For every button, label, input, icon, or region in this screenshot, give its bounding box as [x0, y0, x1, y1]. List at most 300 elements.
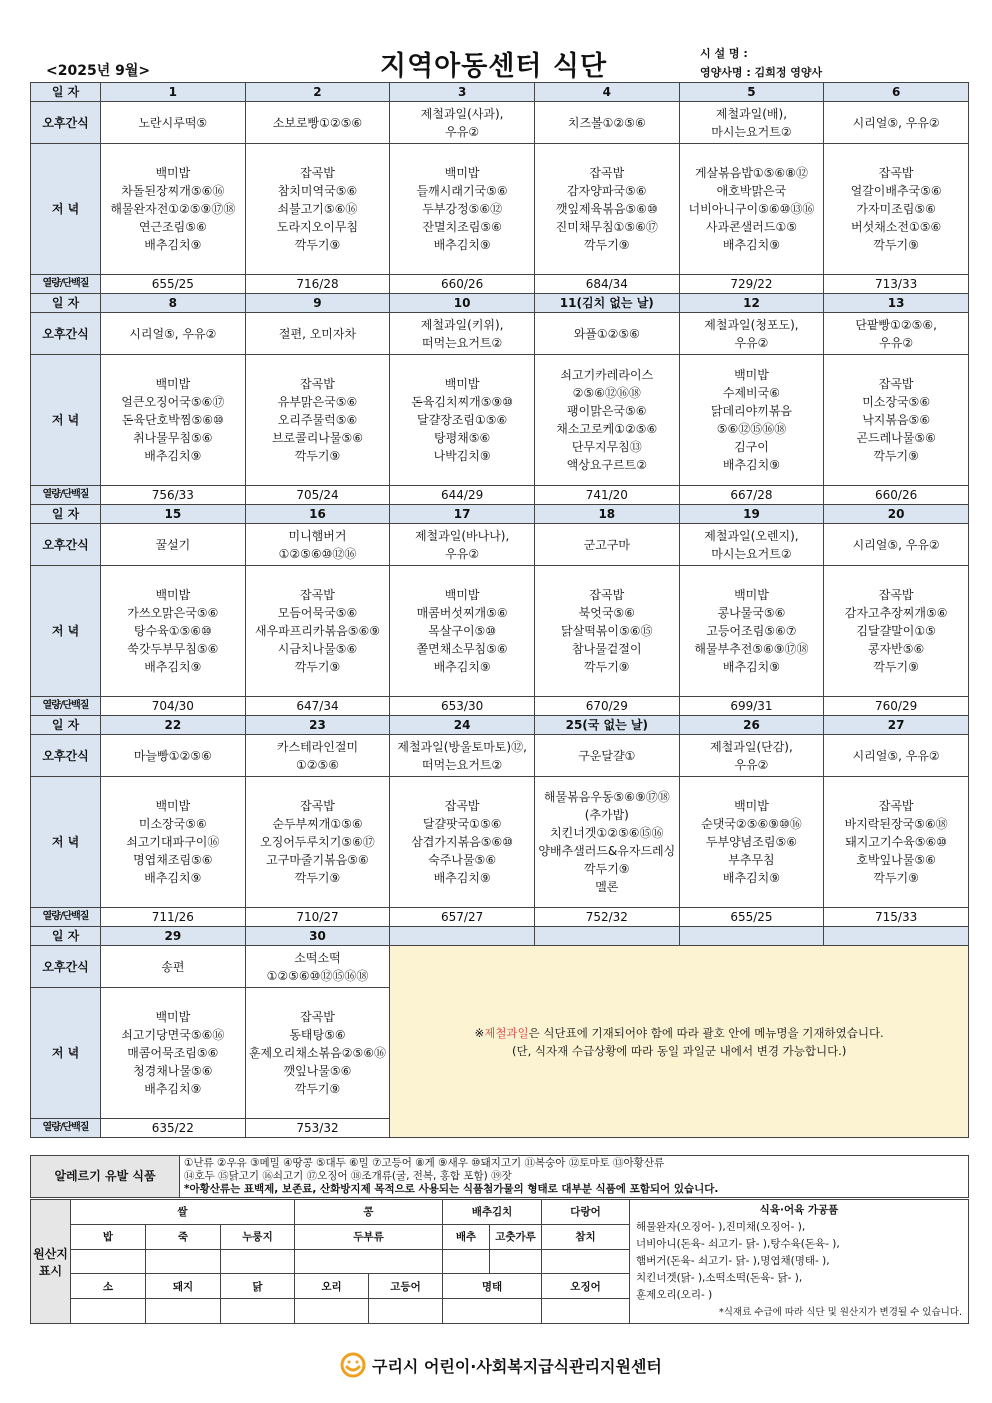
processed-foods: [630, 1200, 969, 1324]
dinner-cell-line: 훈제오리채소볶음②⑤⑥⑯: [248, 1046, 386, 1060]
dinner-cell-line: 달걀장조림①⑤⑥: [417, 413, 508, 427]
dinner-cell-line: 미소장국⑤⑥: [138, 817, 207, 831]
dinner-cell-line: 순두부찌개①⑤⑥: [272, 817, 363, 831]
dinner-cell-line: 매콤어묵조림⑤⑥: [127, 1046, 219, 1060]
row-label: 저 녁: [31, 988, 101, 1119]
calorie-cell: 729/22: [679, 275, 824, 294]
dinner-cell-line: 돼지고기수육⑤⑥⑩: [845, 835, 948, 849]
origin-item: 소: [71, 1274, 146, 1299]
allergy-note: *아황산류는 표백제, 보존료, 산화방지제 목적으로 사용되는 식품첨가물의 형태로 대부분 식품에 포함되어 있습니다.: [184, 1183, 719, 1195]
origin-item: 오리: [295, 1274, 369, 1299]
notice-highlight: 제철과일: [484, 1025, 529, 1040]
footer: [340, 1352, 662, 1378]
dinner-cell: [679, 777, 824, 908]
date-cell: [679, 927, 824, 946]
dinner-cell-line: 유부맑은국⑤⑥: [277, 395, 358, 409]
snack-cell-line: 송편: [161, 959, 185, 974]
snack-row: [31, 524, 969, 566]
snack-cell: [245, 102, 390, 144]
date-row: [31, 294, 969, 313]
facility-name: 시 설 명 :: [700, 47, 748, 60]
calorie-cell: 699/31: [679, 697, 824, 716]
dinner-cell-line: 잡곡밥: [589, 588, 625, 602]
snack-cell-line: 제철과일(키위),: [420, 317, 504, 332]
dinner-cell-line: 잡곡밥: [300, 588, 335, 602]
dinner-cell-line: 깍두기⑨: [584, 862, 630, 876]
processed-note: *식재료 수급에 따라 식단 및 원산지가 변경될 수 있습니다.: [719, 1307, 962, 1318]
dinner-cell-line: 콩나물국⑤⑥: [717, 606, 786, 620]
dinner-cell-line: 닭데리야끼볶음: [710, 404, 793, 418]
snack-cell-line: 마시는요거트②: [711, 124, 792, 139]
dinner-cell-line: 배추김치⑨: [722, 458, 781, 472]
snack-cell: [824, 313, 969, 355]
dinner-cell-line: 배추김치⑨: [722, 871, 781, 885]
snack-cell-line: 제철과일(바나나),: [414, 528, 510, 543]
dinner-cell-line: 수제비국⑥: [722, 386, 781, 400]
dinner-cell-line: 바지락된장국⑤⑥⑱: [844, 817, 948, 831]
dinner-cell-line: 백미밥: [155, 166, 191, 180]
date-cell: 2: [245, 83, 390, 102]
dinner-cell-line: 깻잎나물⑤⑥: [283, 1064, 352, 1078]
row-label: 일 자: [31, 505, 101, 524]
calorie-cell: 657/27: [390, 908, 535, 927]
date-cell: 19: [679, 505, 824, 524]
dinner-cell-line: 잡곡밥: [878, 166, 914, 180]
date-cell: 16: [245, 505, 390, 524]
snack-cell-line: 치즈볼①②⑤⑥: [567, 115, 646, 130]
date-cell: 5: [679, 83, 824, 102]
dinner-cell-line: 깍두기⑨: [294, 660, 341, 674]
dinner-row: [31, 566, 969, 697]
dinner-cell-line: 액상요구르트②: [566, 458, 647, 472]
row-label: 열량/단백질: [31, 275, 101, 294]
dinner-cell-line: 고등어조림⑤⑥⑦: [706, 624, 797, 638]
snack-cell-line: 노란시루떡⑤: [138, 115, 208, 130]
dinner-cell-line: 배추김치⑨: [144, 1082, 202, 1096]
dinner-cell-line: 쇠고기당면국⑤⑥⑯: [121, 1028, 225, 1042]
snack-cell-line: 꿀설기: [155, 537, 191, 552]
dinner-cell-line: 깍두기⑨: [294, 449, 341, 463]
row-label: 오후간식: [31, 735, 101, 777]
date-cell: 12: [679, 294, 824, 313]
date-cell: 26: [679, 716, 824, 735]
dinner-cell-line: 북엇국⑤⑥: [578, 606, 635, 620]
dinner-cell-line: 삼겹가지볶음⑤⑥⑩: [411, 835, 514, 849]
dinner-cell-line: 오리주물럭⑤⑥: [277, 413, 358, 427]
snack-cell-line: 카스테라인절미: [276, 739, 359, 754]
dinner-cell-line: 고구마줄기볶음⑤⑥: [266, 853, 369, 867]
snack-cell: [534, 102, 679, 144]
dinner-cell: [824, 566, 969, 697]
dinner-cell: [390, 566, 535, 697]
dinner-cell: [679, 355, 824, 486]
dinner-cell-line: 순댓국②⑤⑥⑨⑩⑯: [701, 817, 802, 831]
snack-cell: [534, 735, 679, 777]
calorie-cell: 660/26: [390, 275, 535, 294]
dinner-cell-line: 명엽채조림⑤⑥: [133, 853, 213, 867]
dinner-cell-line: 얼갈이배추국⑤⑥: [850, 184, 942, 198]
calorie-cell: 635/22: [101, 1119, 246, 1138]
origin-item: 오징어: [542, 1274, 630, 1299]
dinner-cell-line: 브로콜리나물⑤⑥: [271, 431, 364, 445]
snack-cell-line: 우유②: [445, 546, 480, 561]
dinner-cell-line: 잡곡밥: [878, 799, 914, 813]
row-label: 저 녁: [31, 144, 101, 275]
row-label: 오후간식: [31, 946, 101, 988]
dinner-cell-line: 애호박맑은국: [716, 184, 787, 198]
origin-value: [443, 1299, 542, 1324]
snack-cell-line: 소떡소떡: [294, 950, 341, 965]
processed-line: 햄버거(돈육- 쇠고기- 닭- ),명엽채(명태- ),: [636, 1255, 830, 1267]
dinner-cell-line: ②⑤⑥⑫⑯⑱: [572, 386, 641, 400]
snack-cell-line: 마늘빵①②⑤⑥: [133, 748, 212, 763]
snack-cell: [679, 313, 824, 355]
header-info: [700, 44, 822, 82]
snack-cell: [390, 524, 535, 566]
dinner-cell-line: 호박잎나물⑤⑥: [856, 853, 936, 867]
dinner-cell: [101, 355, 246, 486]
date-cell: 6: [824, 83, 969, 102]
origin-value: [146, 1249, 221, 1274]
dinner-cell: [245, 355, 390, 486]
processed-line: 훈제오리(오리- ): [636, 1289, 713, 1301]
dinner-cell-line: 백미밥: [155, 799, 191, 813]
snack-cell: [390, 313, 535, 355]
snack-row: [31, 946, 969, 988]
date-cell: [534, 927, 679, 946]
snack-cell: [245, 735, 390, 777]
dinner-cell-line: 백미밥: [444, 377, 480, 391]
origin-value: [221, 1249, 295, 1274]
date-cell: 11(김치 없는 날): [534, 294, 679, 313]
smile-logo-icon: [340, 1352, 366, 1378]
dinner-cell: [101, 777, 246, 908]
snack-cell-line: 우유②: [734, 335, 769, 350]
snack-row: [31, 102, 969, 144]
origin-item: 고춧가루: [490, 1224, 542, 1249]
processed-title: 식육·어육 가공품: [759, 1204, 839, 1216]
dinner-cell-line: 김달걀말이①⑤: [856, 624, 936, 638]
calorie-cell: 653/30: [390, 697, 535, 716]
row-label: 열량/단백질: [31, 486, 101, 505]
dinner-cell-line: 백미밥: [155, 377, 191, 391]
snack-cell-line: 우유②: [445, 124, 480, 139]
origin-item: 밥: [71, 1224, 146, 1249]
date-row: [31, 927, 969, 946]
dinner-cell-line: 배추김치⑨: [433, 660, 491, 674]
calorie-cell: 713/33: [824, 275, 969, 294]
origin-group-tuna: 다랑어: [542, 1200, 630, 1225]
allergy-table: [30, 1155, 969, 1198]
origin-table: [30, 1199, 969, 1324]
calorie-cell: 704/30: [101, 697, 246, 716]
calorie-cell: 647/34: [245, 697, 390, 716]
snack-cell-line: 제철과일(배),: [715, 106, 788, 121]
dinner-cell-line: 청경채나물⑤⑥: [133, 1064, 213, 1078]
dinner-cell-line: 배추김치⑨: [433, 238, 491, 252]
origin-value: [146, 1299, 221, 1324]
snack-cell-line: 시리얼⑤, 우유②: [129, 326, 217, 341]
origin-item: 죽: [146, 1224, 221, 1249]
snack-cell-line: 미니햄버거: [288, 528, 347, 543]
dinner-cell-line: 부추무침: [728, 853, 775, 867]
snack-cell-line: ①②⑤⑥⑩⑫⑮⑯⑱: [266, 968, 369, 983]
calorie-cell: 715/33: [824, 908, 969, 927]
dinner-cell-line: 감자양파국⑤⑥: [567, 184, 647, 198]
dinner-cell-line: 오징어두루치기⑤⑥⑰: [260, 835, 375, 849]
dinner-cell-line: 김구이: [734, 440, 769, 454]
origin-item: 배추: [443, 1224, 490, 1249]
date-cell: 4: [534, 83, 679, 102]
dinner-cell-line: 너비아니구이⑤⑥⑩⑬⑯: [688, 202, 815, 216]
calorie-cell: 684/34: [534, 275, 679, 294]
date-cell: 15: [101, 505, 246, 524]
dinner-cell-line: 잡곡밥: [878, 377, 914, 391]
dinner-cell: [534, 355, 679, 486]
snack-cell: [824, 735, 969, 777]
dinner-cell-line: 모듬어묵국⑤⑥: [277, 606, 358, 620]
snack-cell: [679, 102, 824, 144]
dinner-cell-line: 닭살떡볶이⑤⑥⑮: [561, 624, 653, 638]
dinner-cell-line: 백미밥: [734, 368, 769, 382]
calorie-cell: 655/25: [679, 908, 824, 927]
origin-value: [542, 1249, 630, 1274]
dinner-cell-line: 깍두기⑨: [584, 238, 630, 252]
dinner-cell: [245, 777, 390, 908]
calorie-cell: 705/24: [245, 486, 390, 505]
dinner-cell-line: 깻잎제육볶음⑤⑥⑩: [555, 202, 658, 216]
dinner-cell-line: 치킨너겟①②⑤⑥⑮⑯: [550, 826, 664, 840]
snack-cell: [824, 102, 969, 144]
dinner-cell-line: 진미채무침①⑤⑥⑰: [555, 220, 658, 234]
nutritionist-name: 영양사명 : 김희정 영양사: [700, 66, 823, 79]
calorie-cell: 655/25: [101, 275, 246, 294]
dinner-cell-line: 잡곡밥: [300, 377, 335, 391]
snack-cell-line: 구운달걀①: [578, 748, 636, 763]
dinner-cell: [245, 144, 390, 275]
dinner-row: [31, 144, 969, 275]
dinner-cell-line: 깍두기⑨: [294, 1082, 341, 1096]
snack-cell: [679, 524, 824, 566]
dinner-cell-line: 배추김치⑨: [722, 238, 781, 252]
row-label: 일 자: [31, 927, 101, 946]
dinner-cell-line: 배추김치⑨: [144, 871, 202, 885]
snack-cell-line: 마시는요거트②: [711, 546, 792, 561]
dinner-cell-line: 콩자반⑤⑥: [867, 642, 925, 656]
snack-cell: [101, 946, 246, 988]
calorie-row: [31, 697, 969, 716]
dinner-cell-line: 잡곡밥: [300, 799, 335, 813]
origin-group-rice: 쌀: [71, 1200, 295, 1225]
dinner-cell-line: 배추김치⑨: [722, 660, 781, 674]
snack-cell: [101, 735, 246, 777]
notice-prefix: ※: [474, 1025, 485, 1040]
origin-value: [490, 1249, 542, 1274]
snack-cell-line: 떠먹는요거트②: [421, 757, 503, 772]
dinner-cell-line: (추가밥): [584, 808, 629, 822]
snack-cell: [245, 946, 390, 988]
date-cell: 3: [390, 83, 535, 102]
snack-cell-line: 우유②: [734, 757, 769, 772]
dinner-cell-line: 탕수육①⑤⑥⑩: [133, 624, 212, 638]
allergy-list-2: ⑭호두 ⑮닭고기 ⑯쇠고기 ⑰오징어 ⑱조개류(굴, 전복, 홍합 포함) ⑲잣: [184, 1170, 512, 1182]
page-title: 지역아동센터 식단: [380, 51, 608, 82]
dinner-cell-line: 깍두기⑨: [584, 660, 630, 674]
dinner-cell-line: 쇠고기대파구이⑯: [126, 835, 220, 849]
row-label: 일 자: [31, 716, 101, 735]
month-label: <2025년 9월>: [46, 63, 151, 79]
dinner-cell-line: 곤드레나물⑤⑥: [856, 431, 936, 445]
snack-cell: [534, 524, 679, 566]
origin-value: [295, 1299, 369, 1324]
dinner-cell-line: 매콤버섯찌개⑤⑥: [416, 606, 508, 620]
snack-cell-line: 소보로빵①②⑤⑥: [272, 115, 363, 130]
dinner-cell-line: 깍두기⑨: [873, 660, 919, 674]
dinner-cell-line: 잡곡밥: [444, 799, 480, 813]
allergy-list-1: ①난류 ②우유 ③메밀 ④땅콩 ⑤대두 ⑥밀 ⑦고등어 ⑧게 ⑨새우 ⑩돼지고기 ⑪복숭아 ⑫토마토 ⑬아황산류: [184, 1157, 665, 1169]
snack-cell-line: 제철과일(청포도),: [704, 317, 799, 332]
dinner-cell-line: 감자고추장찌개⑤⑥: [844, 606, 948, 620]
dinner-row: [31, 355, 969, 486]
dinner-cell-line: 연근조림⑤⑥: [138, 220, 207, 234]
snack-cell-line: 군고구마: [583, 537, 630, 552]
dinner-cell-line: 새우파프리카볶음⑤⑥⑨: [254, 624, 380, 638]
origin-value: [443, 1249, 490, 1274]
origin-item: 고등어: [369, 1274, 443, 1299]
date-row: [31, 716, 969, 735]
calorie-cell: 760/29: [824, 697, 969, 716]
allergy-list: [180, 1156, 969, 1198]
dinner-cell-line: 해물부추전⑤⑥⑨⑰⑱: [694, 642, 809, 656]
dinner-cell-line: 낙지볶음⑤⑥: [862, 413, 931, 427]
calorie-cell: 716/28: [245, 275, 390, 294]
notice-text: 은 식단표에 기재되어야 함에 따라 괄호 안에 메뉴명을 기재하였습니다.: [528, 1025, 884, 1040]
dinner-cell-line: 해물완자전①②⑤⑨⑰⑱: [110, 202, 236, 216]
dinner-cell-line: 쑥갓두부무침⑤⑥: [127, 642, 219, 656]
calorie-cell: 711/26: [101, 908, 246, 927]
dinner-cell-line: 참치미역국⑤⑥: [277, 184, 358, 198]
dinner-cell-line: 잡곡밥: [589, 166, 625, 180]
row-label: 일 자: [31, 83, 101, 102]
date-cell: 25(국 없는 날): [534, 716, 679, 735]
dinner-cell-line: 얼큰오징어국⑤⑥⑰: [121, 395, 225, 409]
calorie-row: [31, 908, 969, 927]
dinner-cell-line: 쫄면채소무침⑤⑥: [416, 642, 508, 656]
dinner-cell: [101, 988, 246, 1119]
dinner-cell: [390, 777, 535, 908]
calorie-cell: 660/26: [824, 486, 969, 505]
dinner-cell-line: 쇠불고기⑤⑥⑯: [277, 202, 358, 216]
dinner-cell-line: 멜론: [595, 880, 619, 894]
date-cell: 9: [245, 294, 390, 313]
date-cell: 30: [245, 927, 390, 946]
dinner-cell: [101, 566, 246, 697]
snack-cell: [679, 735, 824, 777]
allergy-label: 알레르기 유발 식품: [31, 1156, 180, 1198]
date-row: [31, 505, 969, 524]
snack-cell-line: 제철과일(오렌지),: [704, 528, 799, 543]
snack-cell-line: 제철과일(사과),: [420, 106, 504, 121]
snack-cell-line: 절편, 오미자차: [278, 326, 357, 341]
calorie-cell: 752/32: [534, 908, 679, 927]
dinner-cell-line: 숙주나물⑤⑥: [428, 853, 497, 867]
date-cell: 17: [390, 505, 535, 524]
dinner-cell-line: 참나물겉절이: [572, 642, 642, 656]
date-cell: 29: [101, 927, 246, 946]
dinner-cell-line: 배추김치⑨: [144, 660, 202, 674]
processed-line: 해물완자(오징어- ),진미채(오징어- ),: [636, 1221, 806, 1233]
dinner-cell-line: 깍두기⑨: [873, 238, 919, 252]
dinner-cell-line: 시금치나물⑤⑥: [277, 642, 358, 656]
calorie-cell: 667/28: [679, 486, 824, 505]
row-label: 저 녁: [31, 566, 101, 697]
date-cell: 8: [101, 294, 246, 313]
row-label: 오후간식: [31, 524, 101, 566]
dinner-cell-line: 배추김치⑨: [433, 871, 491, 885]
dinner-cell-line: 백미밥: [444, 588, 480, 602]
snack-cell-line: ①②⑤⑥⑩⑫⑯: [278, 546, 357, 561]
calorie-cell: 753/32: [245, 1119, 390, 1138]
snack-cell: [101, 102, 246, 144]
origin-value: [542, 1299, 630, 1324]
date-cell: 13: [824, 294, 969, 313]
notice-box: [390, 946, 969, 1138]
dinner-cell: [390, 355, 535, 486]
origin-label: 원산지 표시: [31, 1200, 71, 1324]
row-label: 열량/단백질: [31, 908, 101, 927]
dinner-cell-line: 양배추샐러드&유자드레싱: [538, 844, 676, 858]
snack-cell-line: 시리얼⑤, 우유②: [852, 115, 940, 130]
dinner-cell-line: 도라지오이무침: [276, 220, 359, 234]
origin-item: 참치: [542, 1224, 630, 1249]
row-label: 오후간식: [31, 102, 101, 144]
dinner-cell: [101, 144, 246, 275]
date-cell: 23: [245, 716, 390, 735]
footer-org: 구리시 어린이·사회복지급식관리지원센터: [372, 1356, 662, 1376]
snack-cell: [824, 524, 969, 566]
dinner-cell-line: 깍두기⑨: [873, 449, 919, 463]
dinner-cell: [824, 144, 969, 275]
row-label: 일 자: [31, 294, 101, 313]
dinner-cell-line: 동태탕⑤⑥: [289, 1028, 346, 1042]
dinner-cell-line: 취나물무침⑤⑥: [133, 431, 213, 445]
dinner-cell-line: 나박김치⑨: [433, 449, 491, 463]
dinner-cell-line: 잔멸치조림⑤⑥: [422, 220, 502, 234]
snack-cell: [101, 524, 246, 566]
origin-item: 누룽지: [221, 1224, 295, 1249]
dinner-cell-line: 미소장국⑤⑥: [862, 395, 931, 409]
date-cell: 1: [101, 83, 246, 102]
snack-cell-line: 떠먹는요거트②: [421, 335, 503, 350]
dinner-cell: [390, 144, 535, 275]
origin-value: [221, 1299, 295, 1324]
dinner-cell: [534, 566, 679, 697]
date-cell: [824, 927, 969, 946]
origin-item: 두부류: [295, 1224, 443, 1249]
dinner-row: [31, 777, 969, 908]
snack-cell-line: 제철과일(방울토마토)⑫,: [397, 739, 527, 754]
dinner-cell-line: 백미밥: [444, 166, 480, 180]
snack-cell: [245, 313, 390, 355]
dinner-cell-line: 잡곡밥: [300, 166, 335, 180]
row-label: 오후간식: [31, 313, 101, 355]
dinner-cell-line: 목살구이⑤⑩: [428, 624, 497, 638]
date-cell: 20: [824, 505, 969, 524]
dinner-cell-line: 달걀팟국①⑤⑥: [422, 817, 502, 831]
date-cell: 24: [390, 716, 535, 735]
dinner-cell-line: 쇠고기카레라이스: [560, 368, 654, 382]
snack-cell-line: 시리얼⑤, 우유②: [852, 748, 940, 763]
